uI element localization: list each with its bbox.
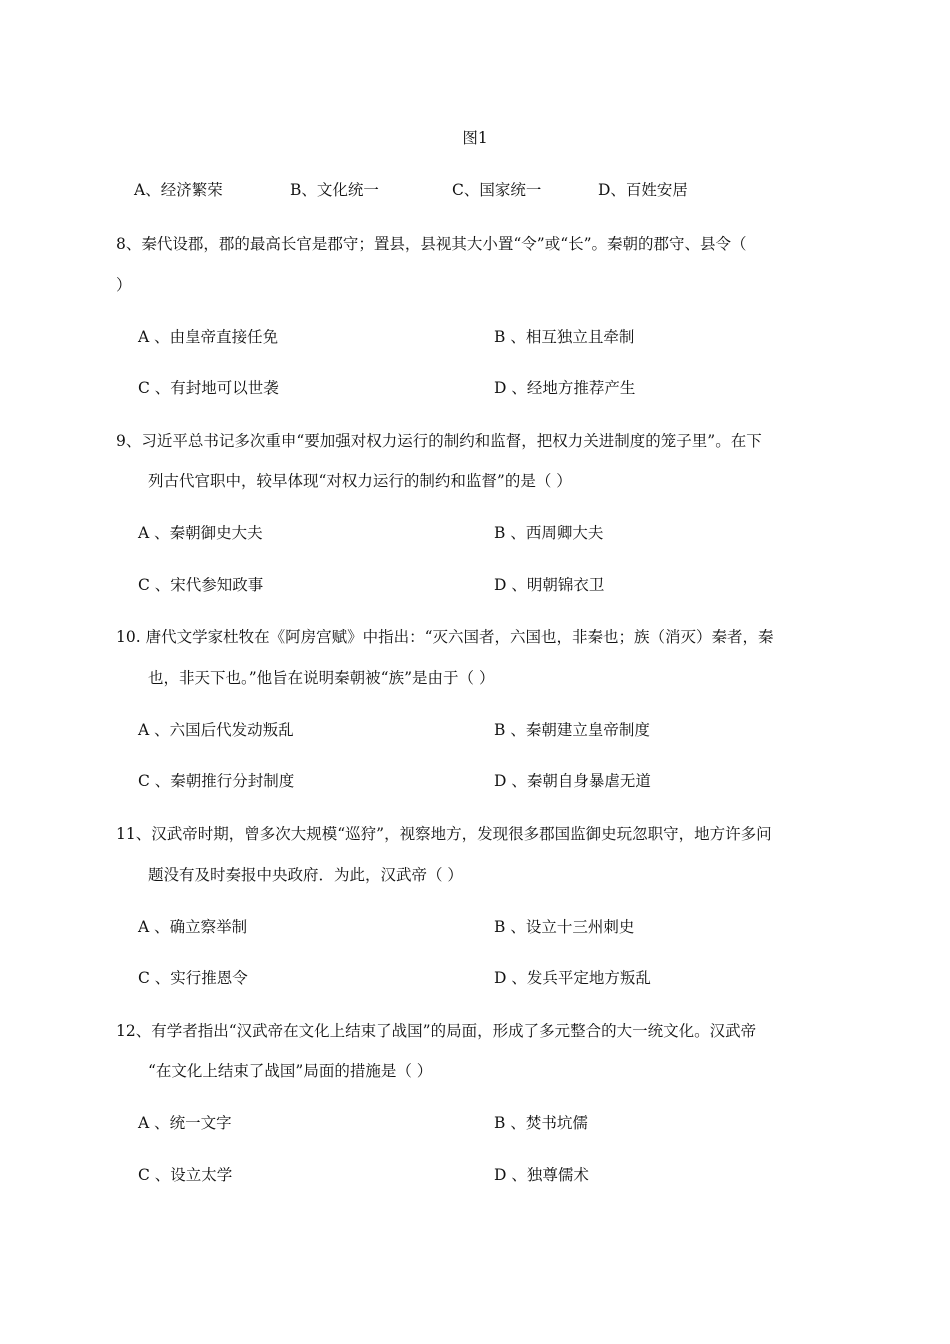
q9-option-b: B 、西周卿大夫	[494, 524, 604, 542]
q12-option-a: A 、统一文字	[138, 1114, 232, 1132]
q11-stem-line2: 题没有及时奏报中央政府．为此，汉武帝（ ）	[148, 866, 463, 884]
q11-option-a: A 、确立察举制	[138, 918, 248, 936]
q8-stem-line1: 8、秦代设郡，郡的最高长官是郡守；置县，县视其大小置“令”或“长”。秦朝的郡守、县令（	[116, 235, 747, 253]
q11-option-c: C 、实行推恩令	[138, 969, 248, 987]
q8-option-b: B 、相互独立且牵制	[494, 328, 635, 346]
q11-option-d: D 、发兵平定地方叛乱	[494, 969, 651, 987]
q8-option-c: C 、有封地可以世袭	[138, 379, 279, 397]
q9-option-c: C 、宋代参知政事	[138, 576, 264, 594]
q7-option-d: D、百姓安居	[598, 181, 688, 199]
q12-option-d: D 、独尊儒术	[494, 1166, 589, 1184]
q9-stem-line1: 9、习近平总书记多次重申“要加强对权力运行的制约和监督，把权力关进制度的笼子里”。在下	[116, 432, 762, 450]
q8-option-a: A 、由皇帝直接任免	[138, 328, 279, 346]
q8-option-d: D 、经地方推荐产生	[494, 379, 636, 397]
q12-option-c: C 、设立太学	[138, 1166, 233, 1184]
q9-stem-line2: 列古代官职中，较早体现“对权力运行的制约和监督”的是（ ）	[148, 472, 572, 490]
q12-stem-line2: “在文化上结束了战国”局面的措施是（ ）	[148, 1062, 433, 1080]
q9-option-a: A 、秦朝御史大夫	[138, 524, 263, 542]
q9-option-d: D 、明朝锦衣卫	[494, 576, 605, 594]
figure-caption: 图1	[462, 129, 488, 147]
q10-option-b: B 、秦朝建立皇帝制度	[494, 721, 650, 739]
q7-option-c: C、国家统一	[452, 181, 542, 199]
q12-option-b: B 、焚书坑儒	[494, 1114, 588, 1132]
q12-stem-line1: 12、有学者指出“汉武帝在文化上结束了战国”的局面，形成了多元整合的大一统文化。汉武帝	[116, 1022, 757, 1040]
q10-option-d: D 、秦朝自身暴虐无道	[494, 772, 651, 790]
q10-stem-line2: 也，非天下也。”他旨在说明秦朝被“族”是由于（ ）	[148, 669, 495, 687]
q7-option-a: A、经济繁荣	[134, 181, 223, 199]
q11-stem-line1: 11、汉武帝时期，曾多次大规模“巡狩”，视察地方，发现很多郡国监御史玩忽职守，地方许多问	[116, 825, 772, 843]
q8-stem-line2: ）	[116, 276, 132, 294]
q7-option-b: B、文化统一	[290, 181, 379, 199]
q10-option-c: C 、秦朝推行分封制度	[138, 772, 295, 790]
q10-option-a: A 、六国后代发动叛乱	[138, 721, 294, 739]
q10-stem-line1: 10. 唐代文学家杜牧在《阿房宫赋》中指出：“灭六国者，六国也，非秦也；族（消灭）秦者，秦	[116, 628, 774, 646]
q11-option-b: B 、设立十三州刺史	[494, 918, 635, 936]
